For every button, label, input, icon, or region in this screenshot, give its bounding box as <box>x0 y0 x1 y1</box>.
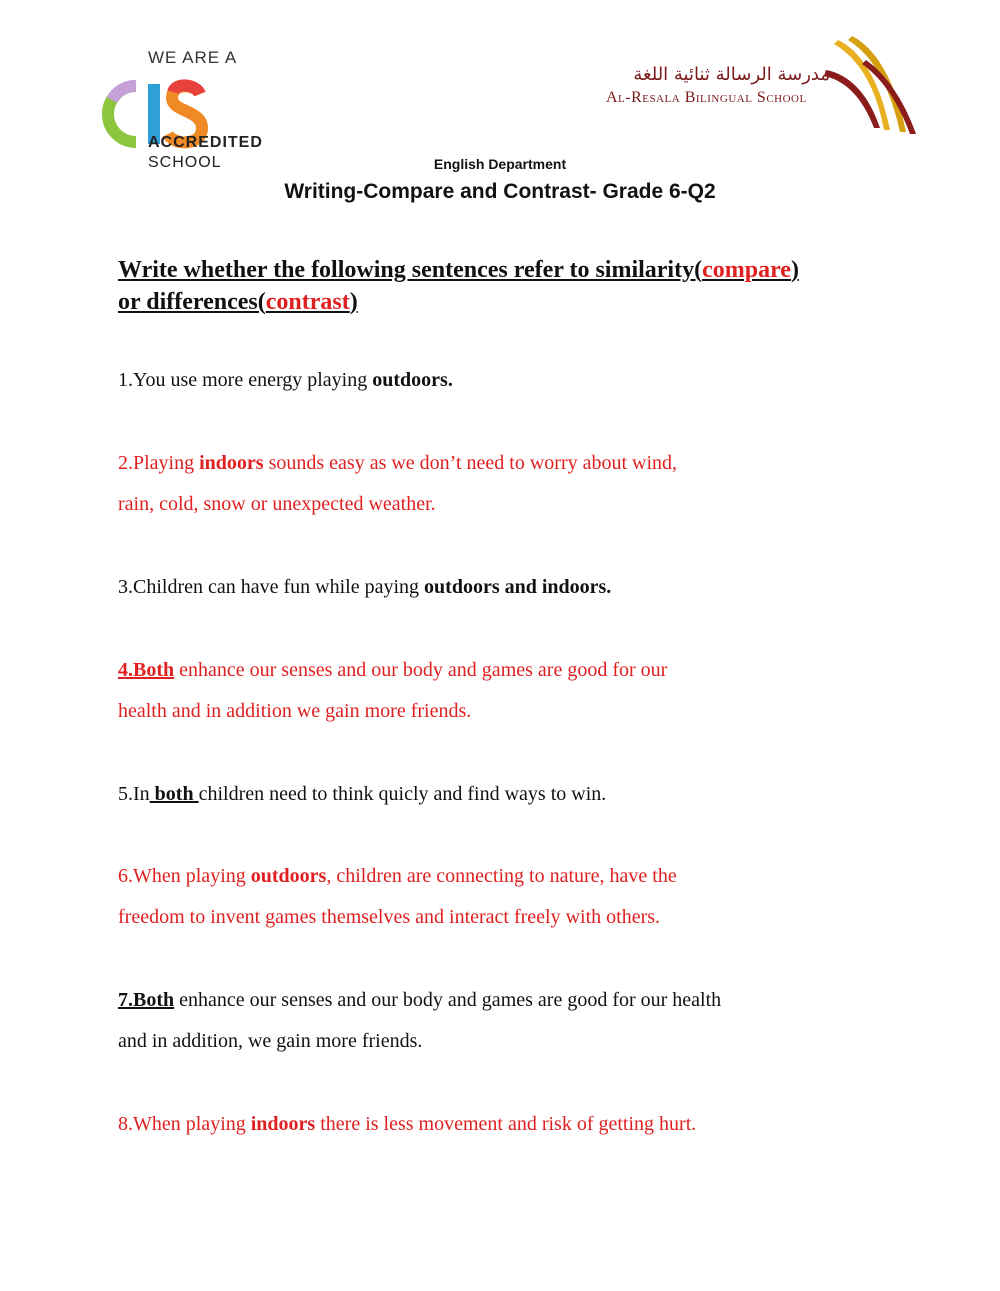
sentence-7-text-c: and in addition, we gain more friends. <box>118 1030 423 1052</box>
sentence-2-keyword: indoors <box>199 452 264 474</box>
sentence-2-text-d: rain, cold, snow or unexpected weather. <box>118 493 436 515</box>
sentence-1 <box>118 360 453 401</box>
sentence-1-text: 1.You use more energy playing <box>118 369 373 391</box>
sentence-7-text-b: enhance our senses and our body and games are good for our health <box>174 989 722 1011</box>
sentence-6-text-a: 6.When playing <box>118 865 251 887</box>
instruction-compare: compare <box>702 257 791 283</box>
sentence-5 <box>118 774 606 815</box>
instruction-part2: ) <box>790 257 799 283</box>
sentence-5-keyword: both <box>149 783 199 805</box>
worksheet-title: Writing-Compare and Contrast- Grade 6-Q2 <box>284 180 716 203</box>
school-name-arabic: مدرسة الرسالة ثنائية اللغة <box>633 64 830 85</box>
instruction-part1: Write whether the following sentences refer to similarity( <box>118 257 703 283</box>
cis-logo-line2: ACCREDITED <box>148 134 263 151</box>
instruction-part3: or differences( <box>118 289 266 315</box>
sentence-8-keyword: indoors <box>250 1113 316 1135</box>
sentence-8-text-c: there is less movement and risk of getting hurt. <box>315 1113 697 1135</box>
sentence-2 <box>118 443 677 525</box>
sentence-2-text-a: 2.Playing <box>118 452 200 474</box>
sentence-6-text-c: , children are connecting to nature, have the <box>326 865 677 887</box>
instruction-part4: ) <box>349 289 358 315</box>
sentence-6 <box>118 856 677 938</box>
sentence-6-text-d: freedom to invent games themselves and interact freely with others. <box>118 906 661 928</box>
sentence-4-text-b: enhance our senses and our body and games are good for our <box>174 659 668 681</box>
sentence-5-text-a: 5.In <box>118 783 150 805</box>
instruction-text <box>118 254 898 318</box>
sentence-3-text: 3.Children can have fun while paying <box>118 576 425 598</box>
school-emblem-icon <box>820 30 920 138</box>
cis-logo-line1: WE ARE A <box>148 48 238 67</box>
department-label: English Department <box>433 156 567 172</box>
sentence-6-keyword: outdoors <box>250 865 327 887</box>
school-name-english: Al-Resala Bilingual School <box>606 89 807 106</box>
sentence-7 <box>118 980 721 1062</box>
sentence-4-keyword: 4.Both <box>118 659 175 681</box>
sentence-8-text-a: 8.When playing <box>118 1113 251 1135</box>
sentence-2-text-c: sounds easy as we don’t need to worry about wind, <box>263 452 678 474</box>
instruction-contrast: contrast <box>265 289 350 315</box>
sentence-5-text-c: children need to think quicly and find ways to win. <box>198 783 607 805</box>
sentence-3-keyword: outdoors and indoors. <box>424 576 612 598</box>
sentence-4-text-c: health and in addition we gain more friends. <box>118 700 472 722</box>
sentence-7-keyword: 7.Both <box>118 989 175 1011</box>
sentence-3 <box>118 567 611 608</box>
sentence-8 <box>118 1104 696 1145</box>
cis-logo-line3: SCHOOL <box>148 154 222 171</box>
sentence-4 <box>118 650 667 732</box>
sentence-1-keyword: outdoors. <box>372 369 453 391</box>
